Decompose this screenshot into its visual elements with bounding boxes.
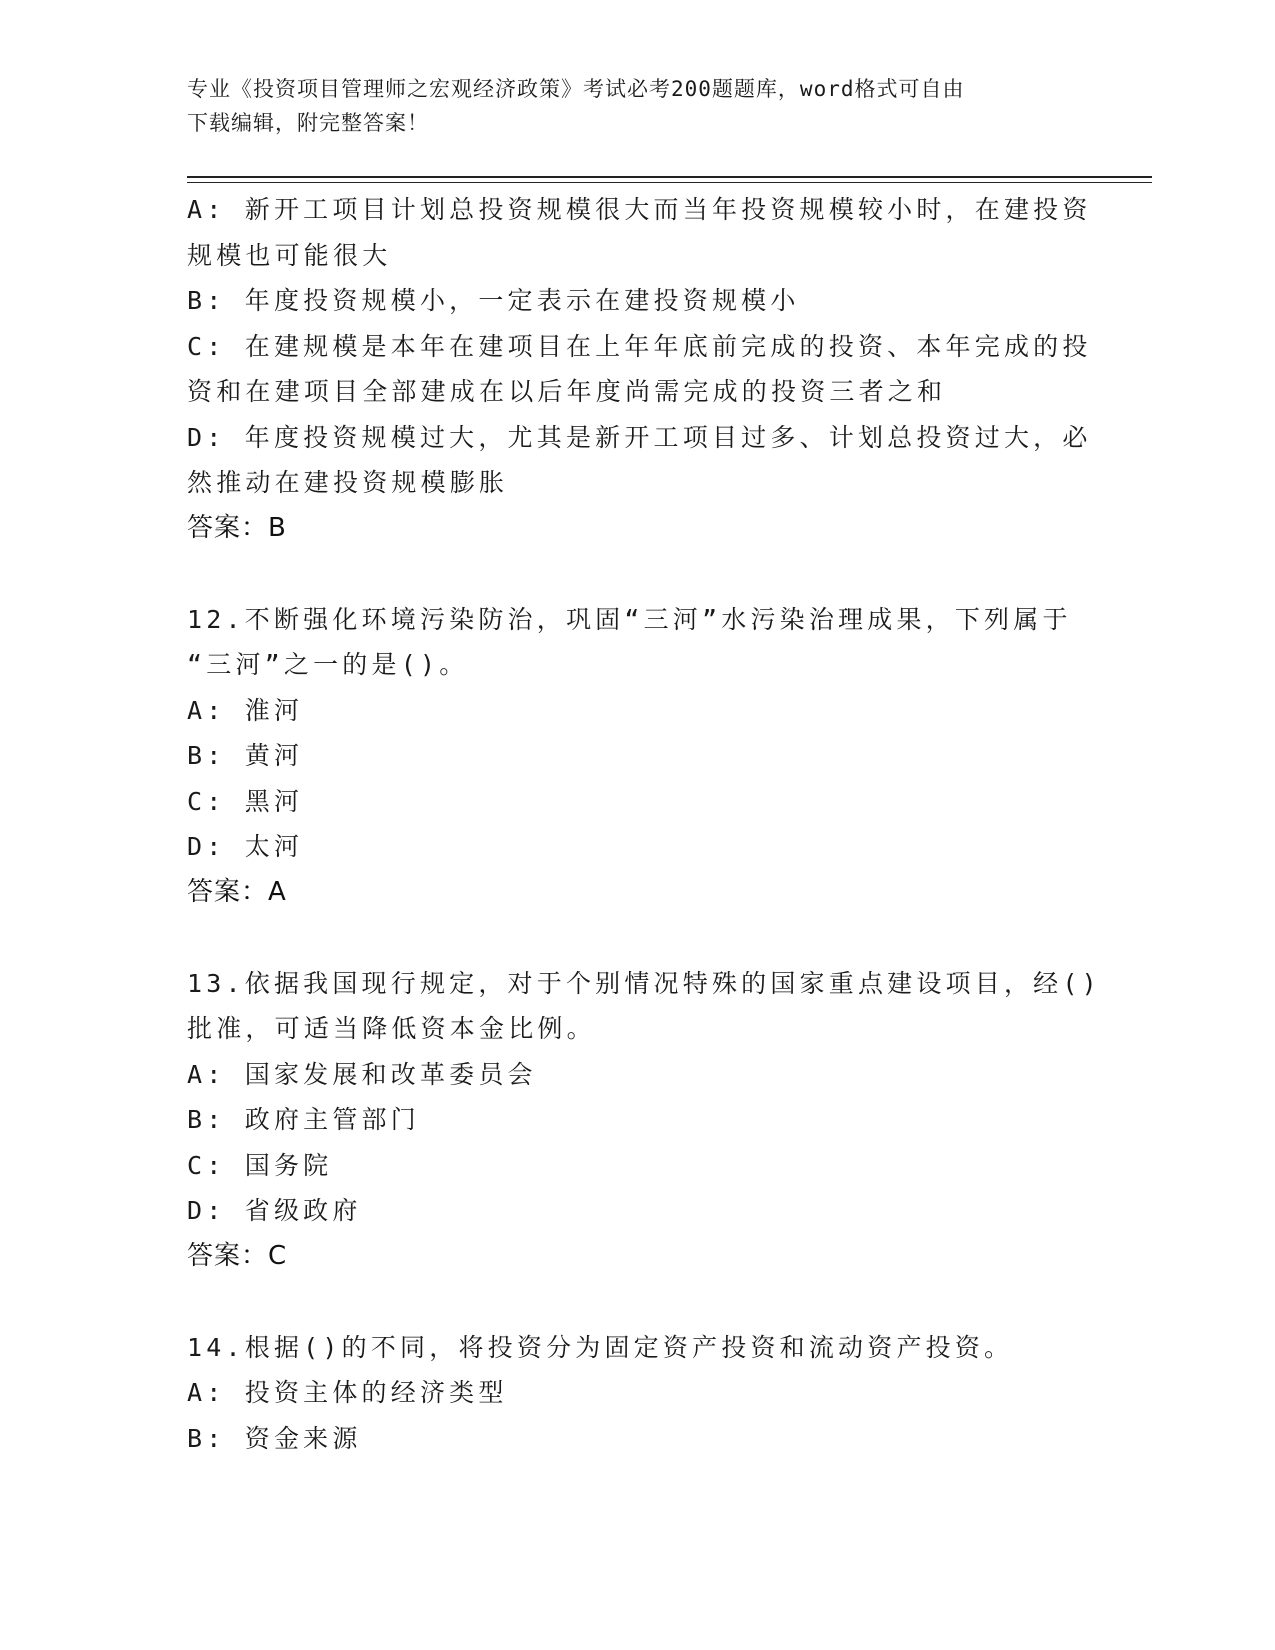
document-header: [187, 72, 1067, 140]
option-c-line-2: 资和在建项目全部建成在以后年度尚需完成的投资三者之和: [187, 377, 947, 406]
answer: 答案：C: [187, 1240, 288, 1271]
question-stem-line-2: 批准，可适当降低资本金比例。: [187, 1014, 596, 1043]
spacer: [187, 1279, 1087, 1325]
question-13: [187, 961, 1101, 1280]
question-12: [187, 597, 1087, 916]
option-b: B: 政府主管部门: [187, 1105, 420, 1134]
option-a-line-1: A: 新开工项目计划总投资规模很大而当年投资规模较小时，在建投资: [187, 195, 1092, 224]
spacer: [187, 915, 1087, 961]
answer: 答案：B: [187, 512, 287, 543]
option-d-line-2: 然推动在建投资规模膨胀: [187, 468, 509, 497]
spacer: [187, 551, 1087, 597]
question-stem-line-2: “三河”之一的是()。: [187, 650, 469, 679]
header-line-1: 专业《投资项目管理师之宏观经济政策》考试必考200题题库，word格式可自由: [187, 77, 965, 101]
option-d: D: 省级政府: [187, 1196, 362, 1225]
option-b: B: 资金来源: [187, 1423, 362, 1453]
option-b: B: 年度投资规模小，一定表示在建投资规模小: [187, 286, 800, 315]
option-a: A: 国家发展和改革委员会: [187, 1059, 537, 1089]
question-stem-line-1: 12.不断强化环境污染防治，巩固“三河”水污染治理成果，下列属于: [187, 604, 1072, 634]
header-line-2: 下载编辑，附完整答案！: [187, 111, 429, 135]
question-11: [187, 187, 1092, 551]
option-d: D: 太河: [187, 832, 304, 861]
option-a: A: 投资主体的经济类型: [187, 1378, 508, 1407]
option-d-line-1: D: 年度投资规模过大，尤其是新开工项目过多、计划总投资过大，必: [187, 422, 1092, 452]
option-c-line-1: C: 在建规模是本年在建项目在上年年底前完成的投资、本年完成的投: [187, 331, 1092, 361]
option-a: A: 淮河: [187, 695, 304, 725]
option-a-line-2: 规模也可能很大: [187, 240, 392, 270]
question-14: [187, 1325, 1087, 1462]
option-c: C: 国务院: [187, 1150, 333, 1180]
answer: 答案：A: [187, 876, 287, 907]
question-stem-line-1: 14.根据()的不同，将投资分为固定资产投资和流动资产投资。: [187, 1332, 1014, 1362]
option-c: C: 黑河: [187, 786, 304, 816]
question-list: [187, 187, 1101, 1461]
option-b: B: 黄河: [187, 741, 304, 770]
question-stem-line-1: 13.依据我国现行规定，对于个别情况特殊的国家重点建设项目，经(): [187, 968, 1101, 998]
header-divider-thin: [187, 182, 1152, 183]
header-divider-thick: [187, 176, 1152, 178]
